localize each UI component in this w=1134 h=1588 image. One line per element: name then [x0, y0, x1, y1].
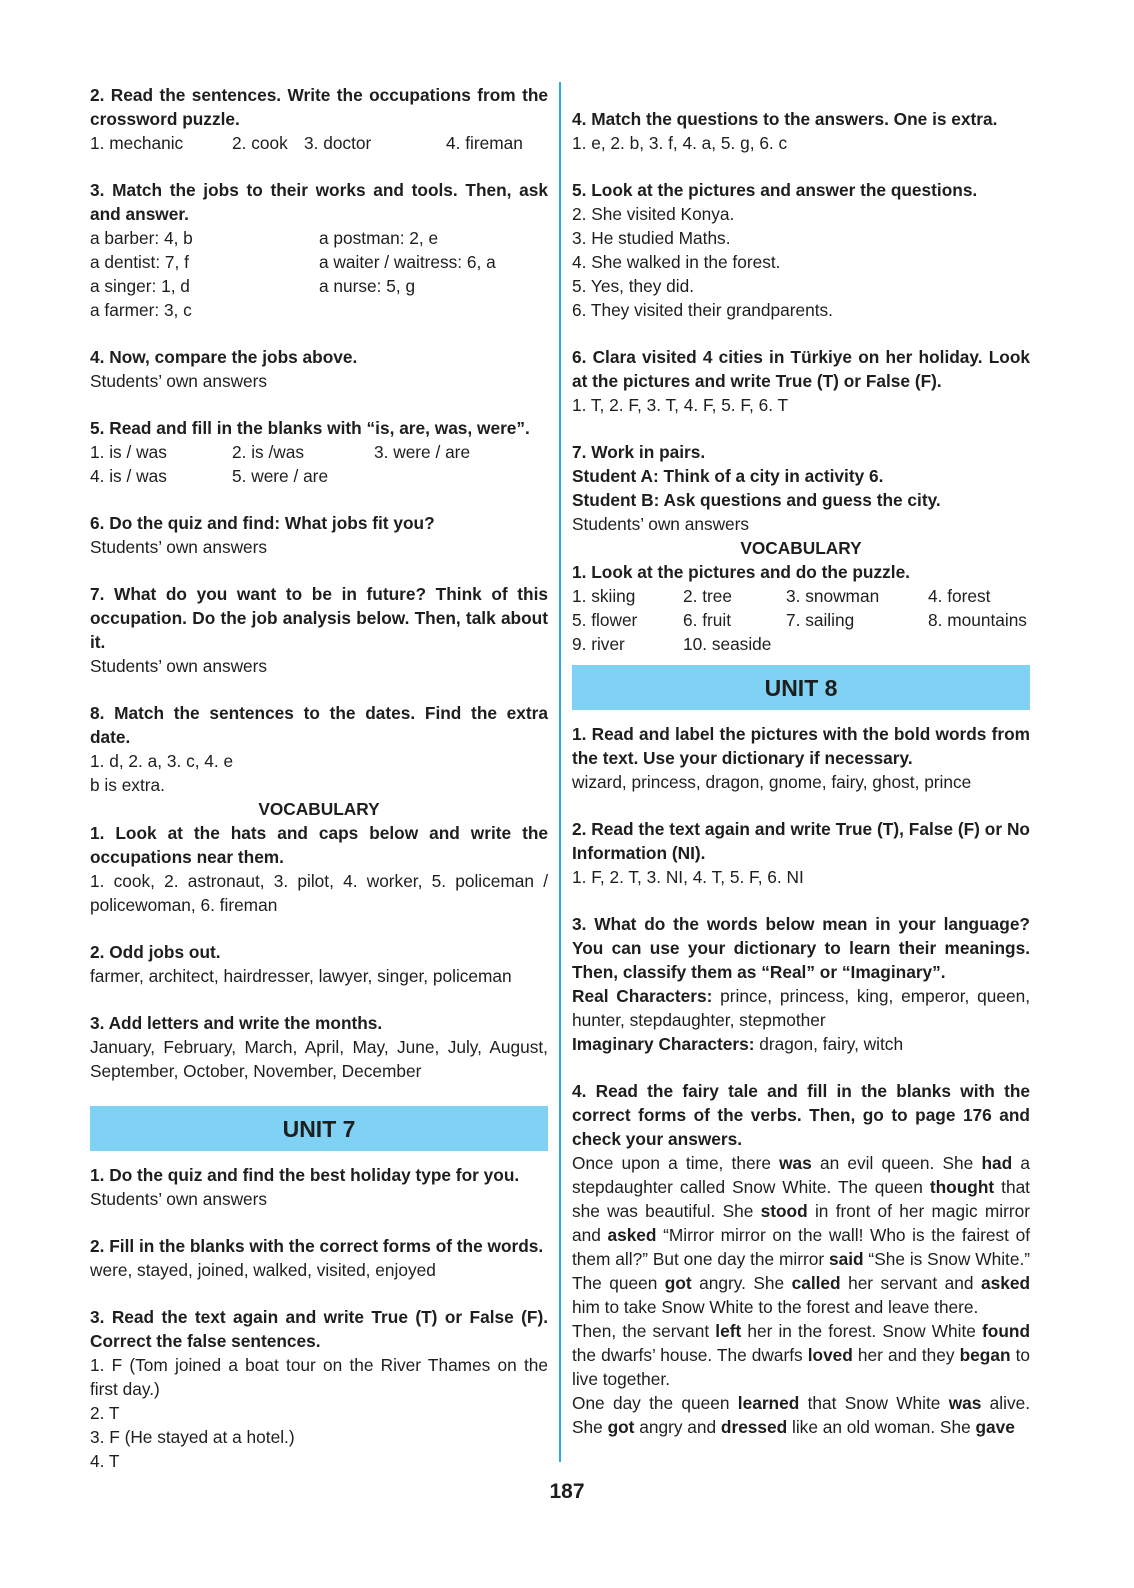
- exercise-title: 6. Do the quiz and find: What jobs fit you?: [90, 513, 435, 533]
- exercise-5-right: [572, 178, 1030, 322]
- left-column: [90, 83, 548, 1496]
- answer: 6. fruit: [683, 610, 732, 630]
- exercise-subtitle: Student B: Ask questions and guess the city.: [572, 490, 941, 510]
- vocabulary-heading: VOCABULARY: [740, 538, 862, 558]
- story-text: that Snow White: [799, 1393, 949, 1413]
- exercise-title: 2. Fill in the blanks with the correct forms of the words.: [90, 1236, 544, 1256]
- exercise-title: 3. Add letters and write the months.: [90, 1013, 383, 1033]
- answer: 10. seaside: [683, 634, 772, 654]
- answer: 1. F, 2. T, 3. NI, 4. T, 5. F, 6. NI: [572, 867, 804, 887]
- answer: 6. They visited their grandparents.: [572, 300, 833, 320]
- exercise-4: [90, 345, 548, 393]
- answer: Students’ own answers: [90, 656, 268, 676]
- story-paragraph: [572, 1391, 1030, 1439]
- answer-grid: [90, 440, 548, 488]
- exercise-title: 1. Look at the hats and caps below and write the occupations near them.: [90, 823, 548, 867]
- story-text: her in the forest. Snow White: [741, 1321, 983, 1341]
- answer-verb: thought: [929, 1177, 995, 1197]
- answer: 3. He studied Maths.: [572, 228, 731, 248]
- answer-imaginary: [572, 1032, 1030, 1056]
- vocab-exercise-1: [90, 821, 548, 917]
- story-text: angry. She: [691, 1273, 792, 1293]
- answer-verb: asked: [607, 1225, 657, 1245]
- exercise-title: 1. Look at the pictures and do the puzzle.: [572, 562, 910, 582]
- answer: a singer: 1, d: [90, 276, 190, 296]
- answer-verb: was: [779, 1153, 812, 1173]
- exercise-6: [90, 511, 548, 559]
- answer: 3. snowman: [786, 586, 880, 606]
- story-text: like an old woman. She: [787, 1417, 976, 1437]
- exercise-title: 8. Match the sentences to the dates. Find the extra date.: [90, 703, 548, 747]
- exercise-title: 7. What do you want to be in future? Think of this occupation. Do the job analysis below. Then, talk about it.: [90, 584, 548, 652]
- answer: Students’ own answers: [90, 371, 268, 391]
- answer: 4. fireman: [446, 133, 523, 153]
- exercise-title: 3. Read the text again and write True (T) or False (F). Correct the false sentences.: [90, 1307, 548, 1351]
- story-text: a stepdaughter called Snow White. The queen: [572, 1153, 1030, 1197]
- vocab-exercise-2: [90, 940, 548, 988]
- story-text: “Mirror mirror on the wall! Who is the fairest of them all?” But one day the mirror: [572, 1225, 1031, 1269]
- story-text: alive. She: [572, 1393, 1030, 1437]
- answer: 3. F (He stayed at a hotel.): [90, 1427, 295, 1447]
- unit8-exercise-1: [572, 722, 1030, 794]
- answer: 1. T, 2. F, 3. T, 4. F, 5. F, 6. T: [572, 395, 789, 415]
- vocab-exercise-3: [90, 1011, 548, 1083]
- story-text: her servant and: [840, 1273, 981, 1293]
- answer: a barber: 4, b: [90, 228, 193, 248]
- unit-7-heading: UNIT 7: [90, 1106, 548, 1151]
- answer: 3. were / are: [374, 442, 471, 462]
- story-text: One day the queen: [572, 1393, 738, 1413]
- answer: 5. Yes, they did.: [572, 276, 695, 296]
- answer-verb: said: [828, 1249, 864, 1269]
- answer-verb: was: [948, 1393, 982, 1413]
- answer-grid: [90, 226, 548, 322]
- page-number: 187: [549, 1480, 585, 1503]
- answer: 1. skiing: [572, 586, 636, 606]
- exercise-title: 4. Match the questions to the answers. One is extra.: [572, 109, 998, 129]
- answer-real: [572, 984, 1030, 1032]
- answer: a dentist: 7, f: [90, 252, 189, 272]
- exercise-title: 5. Look at the pictures and answer the questions.: [572, 180, 978, 200]
- story-text: that she was beautiful. She: [572, 1177, 1030, 1221]
- value: prince, princess, king, emperor, queen, hunter, stepdaughter, stepmother: [572, 986, 1030, 1030]
- exercise-title: 2. Odd jobs out.: [90, 942, 221, 962]
- exercise-6-right: [572, 345, 1030, 417]
- story-text: an evil queen. She: [811, 1153, 982, 1173]
- answer: 1. mechanic: [90, 133, 184, 153]
- exercise-title: 2. Read the text again and write True (T), False (F) or No Information (NI).: [572, 819, 1030, 863]
- answer-verb: loved: [807, 1345, 853, 1365]
- story-text: Then, the servant: [572, 1321, 716, 1341]
- answer-verb: left: [715, 1321, 742, 1341]
- answer: 4. She walked in the forest.: [572, 252, 781, 272]
- unit7-exercise-1: [90, 1163, 548, 1211]
- answer-verb: called: [791, 1273, 841, 1293]
- label: Real Characters:: [572, 986, 713, 1006]
- answer-verb: stood: [760, 1201, 808, 1221]
- answer-verb: learned: [737, 1393, 800, 1413]
- unit7-exercise-3: [90, 1305, 548, 1473]
- answer: 5. were / are: [232, 466, 329, 486]
- exercise-8: [90, 701, 548, 797]
- story-text: angry and: [634, 1417, 721, 1437]
- story-text: in front of her magic mirror and: [572, 1201, 1031, 1245]
- answer: 1. F (Tom joined a boat tour on the River Thames on the first day.): [90, 1355, 548, 1399]
- answer: b is extra.: [90, 775, 165, 795]
- answer: were, stayed, joined, walked, visited, enjoyed: [90, 1260, 436, 1280]
- answer: Students’ own answers: [90, 1189, 268, 1209]
- exercise-title: 1. Read and label the pictures with the bold words from the text. Use your dictionary if necessary.: [572, 724, 1030, 768]
- exercise-3: [90, 178, 548, 322]
- answer: 8. mountains: [928, 610, 1027, 630]
- exercise-title: 7. Work in pairs.: [572, 442, 706, 462]
- exercise-title: 4. Read the fairy tale and fill in the blanks with the correct forms of the verbs. Then, go to page 176 and check your answers.: [572, 1081, 1030, 1149]
- answer: wizard, princess, dragon, gnome, fairy, ghost, prince: [572, 772, 972, 792]
- answer: farmer, architect, hairdresser, lawyer, singer, policeman: [90, 966, 512, 986]
- story-text: to live together.: [572, 1345, 1030, 1389]
- exercise-title: 3. Match the jobs to their works and tools. Then, ask and answer.: [90, 180, 548, 224]
- unit8-exercise-4: [572, 1079, 1030, 1439]
- story-text: the dwarfs’ house. The dwarfs: [572, 1345, 808, 1365]
- story-text: “She is Snow White.” The queen: [572, 1249, 1030, 1293]
- exercise-title: 4. Now, compare the jobs above.: [90, 347, 358, 367]
- answer: 4. forest: [928, 586, 991, 606]
- answer: 5. flower: [572, 610, 638, 630]
- answer-grid: [572, 584, 1030, 656]
- exercise-title: 6. Clara visited 4 cities in Türkiye on her holiday. Look at the pictures and write True (T) or False (F).: [572, 347, 1030, 391]
- unit8-exercise-2: [572, 817, 1030, 889]
- column-divider: [559, 82, 561, 1462]
- right-column: [572, 107, 1030, 1439]
- exercise-title: 1. Do the quiz and find the best holiday type for you.: [90, 1165, 520, 1185]
- story-paragraph: [572, 1151, 1030, 1319]
- answer: 4. T: [90, 1451, 120, 1471]
- answer-verb: gave: [975, 1417, 1015, 1437]
- label: Imaginary Characters:: [572, 1034, 755, 1054]
- answer-verb: found: [982, 1321, 1031, 1341]
- unit8-exercise-3: [572, 912, 1030, 1056]
- answer-verb: got: [664, 1273, 692, 1293]
- answer: 1. d, 2. a, 3. c, 4. e: [90, 751, 234, 771]
- answer-verb: had: [981, 1153, 1013, 1173]
- answer-verb: began: [959, 1345, 1011, 1365]
- exercise-title: 3. What do the words below mean in your language? You can use your dictionary to learn their meanings. Then, classify them as “Real” or “Imaginary”.: [572, 914, 1030, 982]
- exercise-5: [90, 416, 548, 488]
- answer: a nurse: 5, g: [319, 276, 416, 296]
- exercise-title: 5. Read and fill in the blanks with “is, are, was, were”.: [90, 418, 530, 438]
- answer: Students’ own answers: [90, 537, 268, 557]
- answer: 2. tree: [683, 586, 732, 606]
- answer-verb: got: [607, 1417, 635, 1437]
- story-paragraph: [572, 1319, 1030, 1391]
- answer: a farmer: 3, c: [90, 300, 192, 320]
- exercise-4-right: [572, 107, 1030, 155]
- answer: 1. cook, 2. astronaut, 3. pilot, 4. worker, 5. policeman / policewoman, 6. fireman: [90, 871, 548, 915]
- answer-verb: dressed: [720, 1417, 788, 1437]
- answer: 2. is /was: [232, 442, 305, 462]
- answer: 1. e, 2. b, 3. f, 4. a, 5. g, 6. c: [572, 133, 788, 153]
- answer: a waiter / waitress: 6, a: [319, 252, 496, 272]
- vocab-exercise-1-right: [572, 560, 1030, 656]
- answer: 2. She visited Konya.: [572, 204, 735, 224]
- story-text: her and they: [852, 1345, 960, 1365]
- answer: 9. river: [572, 634, 625, 654]
- unit-8-heading: UNIT 8: [572, 665, 1030, 710]
- exercise-7: [90, 582, 548, 678]
- story-text: him to take Snow White to the forest and leave there.: [572, 1297, 979, 1317]
- unit7-exercise-2: [90, 1234, 548, 1282]
- answer-verb: asked: [981, 1273, 1031, 1293]
- exercise-title: 2. Read the sentences. Write the occupations from the crossword puzzle.: [90, 85, 548, 129]
- exercise-7-right: [572, 440, 1030, 536]
- value: dragon, fairy, witch: [754, 1034, 904, 1054]
- answer: 2. cook: [232, 133, 288, 153]
- answer-row: [90, 131, 548, 155]
- answer: 1. is / was: [90, 442, 167, 462]
- story-text: Once upon a time, there: [572, 1153, 780, 1173]
- answer: January, February, March, April, May, June, July, August, September, October, November, December: [90, 1037, 548, 1081]
- exercise-2: [90, 83, 548, 155]
- answer: Students’ own answers: [572, 514, 750, 534]
- answer: 3. doctor: [304, 133, 372, 153]
- vocabulary-heading: VOCABULARY: [258, 799, 380, 819]
- answer: a postman: 2, e: [319, 228, 439, 248]
- answer: 7. sailing: [786, 610, 855, 630]
- exercise-subtitle: Student A: Think of a city in activity 6.: [572, 466, 884, 486]
- answer: 4. is / was: [90, 466, 167, 486]
- answer: 2. T: [90, 1403, 120, 1423]
